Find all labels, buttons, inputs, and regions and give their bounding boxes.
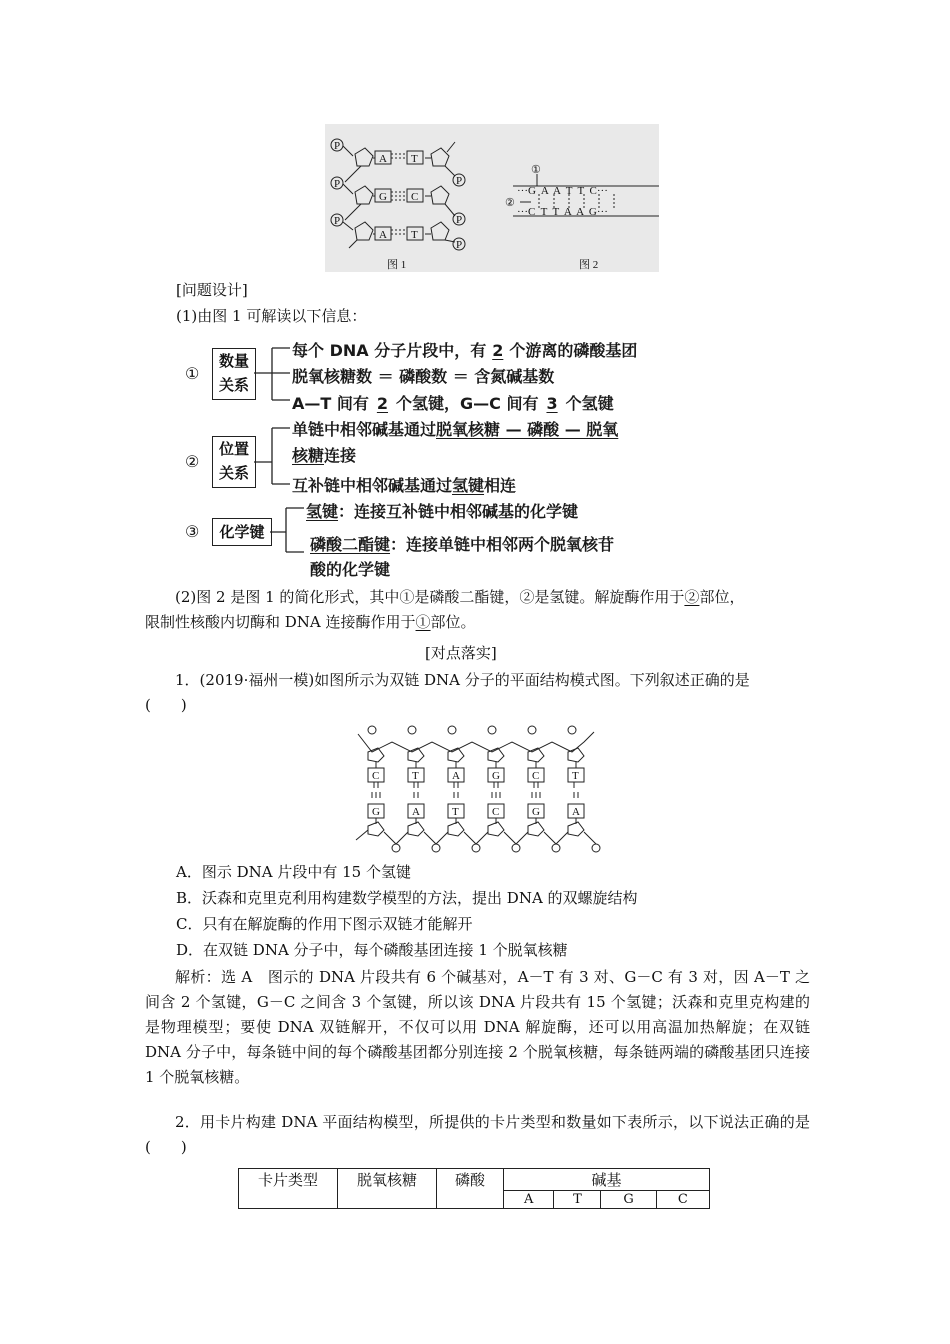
group1-line1 — [292, 338, 637, 361]
p-label: P — [456, 175, 463, 187]
question1-stem — [145, 668, 810, 718]
option-c: C．只有在解旋酶的作用下图示双链才能解开 — [176, 915, 473, 933]
header-base-a: A — [504, 1191, 554, 1209]
top-base: G — [492, 770, 500, 782]
fig1-caption: 图 1 — [387, 259, 407, 271]
text: ：连接互补链中相邻碱基的化学键 — [338, 502, 579, 521]
text: 个氢键，G—C 间有 — [396, 394, 539, 413]
card-table — [238, 1168, 710, 1209]
answer-underline: 氢键 — [452, 476, 485, 495]
bottom-base: G — [372, 806, 380, 818]
q2-paragraph — [145, 585, 810, 635]
question2-stem: 2．用卡片构建 DNA 平面结构模型，所提供的卡片类型和数量如下表所示，以下说法正确的是( ) — [145, 1113, 810, 1156]
text: ：连接单链中相邻两个脱氧核苷 — [390, 535, 615, 554]
p-label: P — [456, 239, 463, 251]
bottom-base: A — [412, 806, 420, 818]
header-card-type: 卡片类型 — [239, 1169, 338, 1209]
answer-underline: 脱氧核糖 — 磷酸 — 脱氧 — [436, 420, 619, 439]
group1-line2: 脱氧核糖数 ＝ 磷酸数 ＝ 含氮碱基数 — [292, 367, 555, 386]
practice-title: [对点落实] — [425, 644, 497, 662]
text: 个游离的磷酸基团 — [509, 341, 638, 360]
header-bases: 碱基 — [504, 1169, 710, 1191]
header-deoxyribose: 脱氧核糖 — [338, 1169, 437, 1209]
p-label: P — [334, 140, 341, 152]
group2-number: ② — [185, 452, 200, 471]
top-base: T — [412, 770, 419, 782]
top-base: C — [372, 770, 380, 782]
marker-2: ② — [505, 197, 515, 209]
text: 部位， — [699, 588, 745, 606]
header-base-c: C — [656, 1191, 709, 1209]
group3-number: ③ — [185, 522, 200, 541]
text: 单链中相邻碱基通过 — [292, 420, 437, 439]
section-title: [问题设计] — [176, 281, 248, 299]
q1-intro: (1)由图 1 可解读以下信息： — [176, 307, 367, 325]
base-label: T — [411, 153, 418, 165]
group3-line2 — [310, 532, 614, 555]
base-label: T — [411, 229, 418, 241]
group1-number: ① — [185, 364, 200, 383]
question1-stem-line1: 1．(2019·福州一模)如图所示为双链 DNA 分子的平面结构模式图。下列叙述正确的是 — [175, 671, 750, 689]
answer-blank: 2 — [376, 394, 389, 413]
header-base-t: T — [554, 1191, 601, 1209]
base-label: A — [379, 229, 387, 241]
p-label: P — [334, 215, 341, 227]
group2-bracket — [254, 420, 294, 490]
group3-bracket — [270, 500, 310, 560]
text: A—T 间有 — [292, 394, 369, 413]
base-label: A — [379, 153, 387, 165]
top-base: A — [452, 770, 460, 782]
dna-figure-svg — [325, 124, 659, 272]
fig2-bottom-strand: ···C T T A A G··· — [517, 206, 608, 218]
group2-label-line2: 关系 — [218, 464, 249, 482]
top-base: C — [532, 770, 540, 782]
text: 个氢键 — [565, 394, 614, 413]
bottom-base: T — [452, 806, 459, 818]
text: 相连 — [484, 476, 517, 495]
text: 限制性核酸内切酶和 DNA 连接酶作用于 — [145, 613, 416, 631]
text: (2)图 2 是图 1 的简化形式，其中①是磷酸二酯键，②是氢键。解旋酶作用于 — [175, 588, 685, 606]
text: 连接 — [324, 446, 357, 465]
base-label: C — [411, 191, 419, 203]
question1-stem-line2: ( ) — [145, 696, 187, 714]
group1-line3 — [292, 391, 614, 414]
answer-blank: 2 — [492, 341, 504, 360]
group3-line2b: 酸的化学键 — [310, 560, 391, 579]
top-base: T — [572, 770, 579, 782]
base-label: G — [379, 191, 387, 203]
fig2-caption: 图 2 — [579, 259, 599, 271]
option-a: A．图示 DNA 片段中有 15 个氢键 — [176, 863, 411, 881]
bottom-base: A — [572, 806, 580, 818]
question1-analysis: 解析：选 A 图示的 DNA 片段共有 6 个碱基对，A－T 有 3 对、G－C 有 3 对，因 A－T 之间含 2 个氢键，G－C 之间含 3 个氢键，所以该 DNA 片段共有 15 个氢键；沃森和克里克构建的是物理模型；要使 DNA 双链解开，不仅可以用 DNA 解旋酶，还可以用高温加热解旋；在双链 DNA 分子中，每条链中间的每个磷酸基团都分别连接 2 个脱氧核糖，每条链两端的磷酸基团只连接 1 个脱氧核糖。 — [145, 968, 810, 1086]
p-label: P — [334, 178, 341, 190]
answer-underline: ① — [415, 613, 431, 631]
group2-line1 — [292, 417, 618, 440]
group1-label-line2: 关系 — [218, 376, 249, 394]
p-label: P — [456, 214, 463, 226]
answer-underline: 氢键 — [306, 502, 339, 521]
marker-1: ① — [531, 164, 541, 176]
answer-underline: 核糖 — [292, 446, 325, 465]
group2-line1b — [292, 443, 356, 466]
group2-label-line1: 位置 — [218, 440, 249, 458]
option-d: D．在双链 DNA 分子中，每个磷酸基团连接 1 个脱氧核糖 — [176, 941, 568, 959]
text: 每个 DNA 分子片段中，有 — [292, 341, 487, 360]
header-phosphate: 磷酸 — [437, 1169, 504, 1209]
dna-structure-figure — [325, 124, 659, 272]
header-base-g: G — [601, 1191, 656, 1209]
group1-bracket — [254, 340, 294, 410]
group1-label-box — [212, 348, 256, 400]
group3-line1 — [306, 499, 578, 522]
answer-underline: 磷酸二酯键 — [310, 535, 391, 554]
answer-blank: 3 — [546, 394, 558, 413]
fig2-top-strand: ···G A A T T C··· — [517, 185, 608, 197]
bottom-base: G — [532, 806, 540, 818]
text: 部位。 — [430, 613, 476, 631]
group3-label-box: 化学键 — [212, 518, 272, 546]
double-strand-figure — [348, 722, 608, 862]
group2-label-box — [212, 436, 256, 488]
option-b: B．沃森和克里克利用构建数学模型的方法，提出 DNA 的双螺旋结构 — [176, 889, 638, 907]
group2-line2 — [292, 473, 516, 496]
text: 互补链中相邻碱基通过 — [292, 476, 453, 495]
group1-label-line1: 数量 — [218, 352, 249, 370]
bottom-base: C — [492, 806, 500, 818]
answer-underline: ② — [684, 588, 700, 606]
